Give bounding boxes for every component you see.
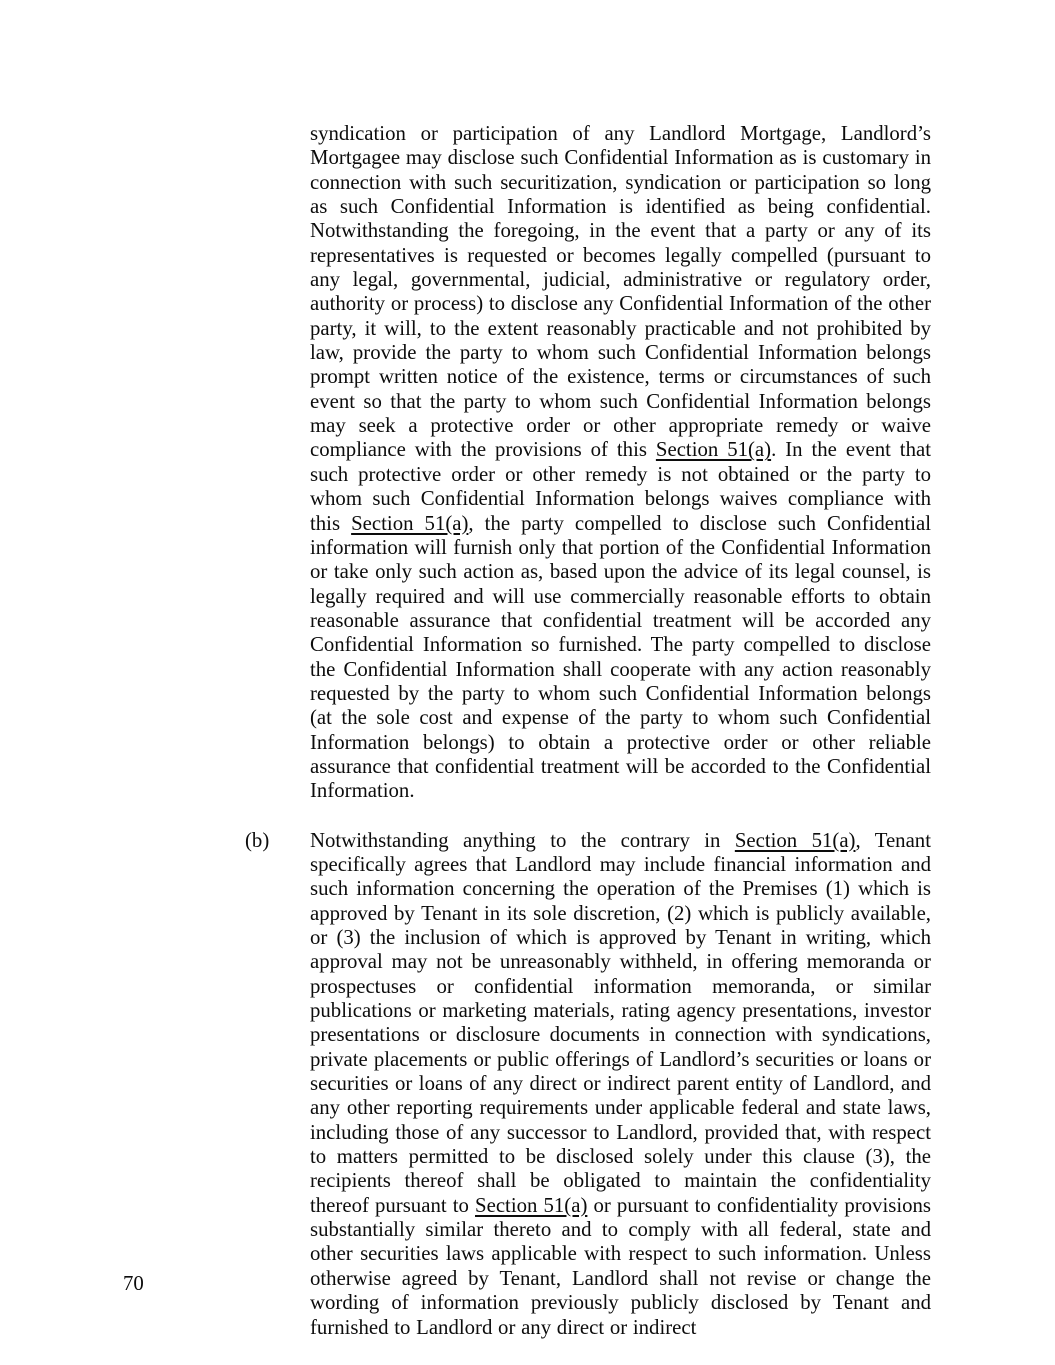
section-51a-reference: Section 51(a) xyxy=(655,438,772,462)
page-number: 70 xyxy=(123,1272,144,1295)
text-column xyxy=(245,122,931,1340)
paragraph-51a-continuation xyxy=(310,122,931,804)
paragraph-b-block xyxy=(245,828,931,1340)
section-51a-reference: Section 51(a) xyxy=(734,828,856,852)
paragraph-b-label: (b) xyxy=(245,828,270,852)
section-51a-reference: Section 51(a) xyxy=(351,511,469,535)
paragraph-b-text xyxy=(310,829,931,1340)
text-segment: , the party compelled to disclose such Confidential information will furnish only that portion of the Confidential Information or take only such action as, based upon the advice of its legal counsel, is legally required and will use commercially reasonable efforts to obtain reasonable assurance that confidential treatment will be accorded any Confidential Information so furnished. The party compelled to disclose the Confidential Information shall cooperate with any action reasonably requested by the party to whom such Confidential Information belongs (at the sole cost and expense of the party to whom such Confidential Information belongs) to obtain a protective order or other reliable assurance that confidential treatment will be accorded to the Confidential Information. xyxy=(310,511,931,803)
text-segment: . In the event that such protective order or other remedy is not obtained or the party to whom such Confidential Information belongs waives compliance with this xyxy=(310,438,931,535)
section-51a-reference: Section 51(a) xyxy=(475,1193,588,1217)
text-segment: syndication or participation of any Landlord Mortgage, Landlord’s Mortgagee may disclose such Confidential Information as is customary in connection with such securitization, syndication or participation so long as such Confidential Information is identified as being confidential. Notwithstanding the foregoing, in the event that a party or any of its representatives is requested or becomes legally compelled (pursuant to any legal, governmental, judicial, administrative or regulatory order, authority or process) to disclose any Confidential Information of the other party, it will, to the extent reasonably practicable and not prohibited by law, provide the party to whom such Confidential Information belongs prompt written notice of the existence, terms or circumstances of such event so that the party to whom such Confidential Information belongs may seek a protective order or other appropriate remedy or waive compliance with the provisions of this xyxy=(310,122,931,462)
text-segment: Notwithstanding anything to the contrary in xyxy=(310,828,735,852)
text-segment: or pursuant to confidentiality provisions substantially similar thereto and to comply with all federal, state and other securities laws applicable with respect to such information. Unless otherwise agreed by Tenant, Landlord shall not revise or change the wording of information previously publicly disclosed by Tenant and furnished to Landlord or any direct or indirect xyxy=(310,1193,931,1339)
text-segment: , Tenant specifically agrees that Landlord may include financial information and such information concerning the operation of the Premises (1) which is approved by Tenant in its sole discretion, (2) which is publicly available, or (3) the inclusion of which is approved by Tenant in writing, which approval may not be unreasonably withheld, in offering memoranda or prospectuses or confidential information memoranda, or similar publications or marketing materials, rating agency presentations, investor presentations or disclosure documents in connection with syndications, private placements or public offerings of Landlord’s securities or loans or securities or loans of any direct or indirect parent entity of Landlord, and any other reporting requirements under applicable federal and state laws, including those of any successor to Landlord, provided that, with respect to matters permitted to be disclosed solely under this clause (3), the recipients thereof shall be obligated to maintain the confidentiality thereof pursuant to xyxy=(310,828,931,1217)
